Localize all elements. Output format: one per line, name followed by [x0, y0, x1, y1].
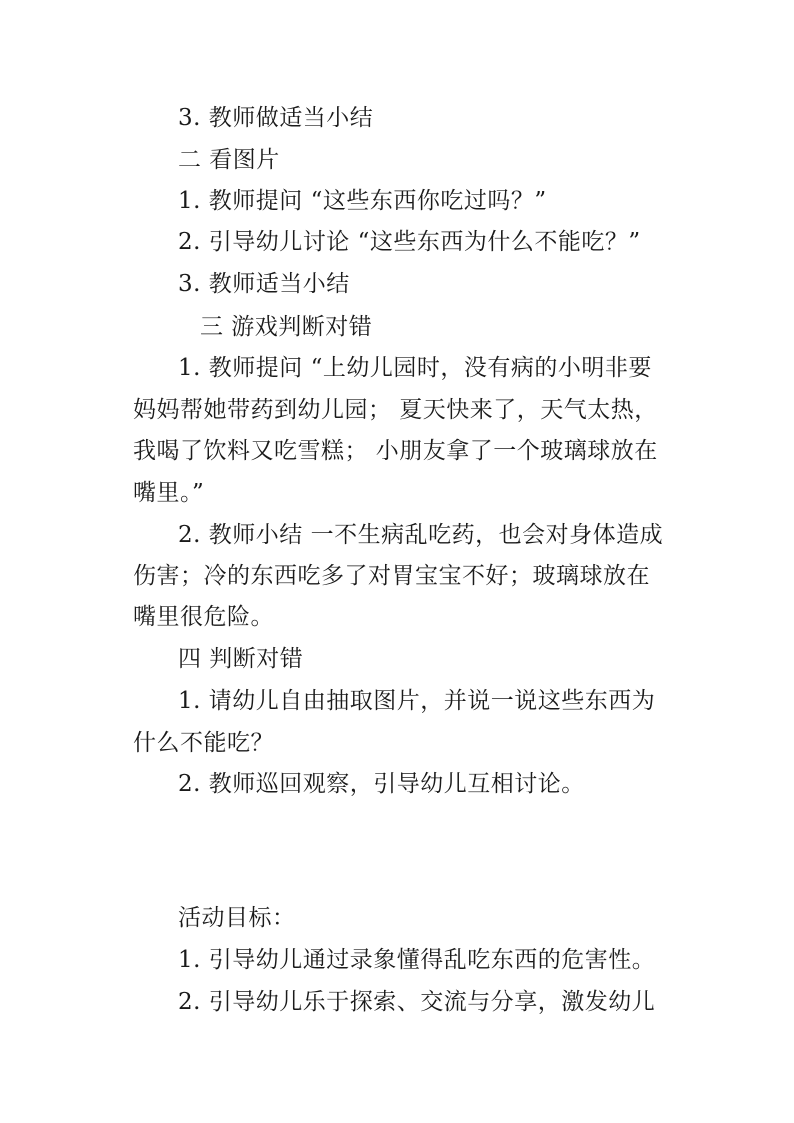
- section-two-item-2: 2. 引导幼儿讨论 “这些东西为什么不能吃？”: [178, 229, 641, 255]
- section-three-item-1-line-2: 妈妈帮她带药到幼儿园； 夏天快来了，天气太热，: [133, 397, 658, 423]
- activity-goals-item-1: 1. 引导幼儿通过录象懂得乱吃东西的危害性。: [178, 947, 656, 973]
- section-two-item-1: 1. 教师提问 “这些东西你吃过吗？”: [178, 188, 547, 214]
- section-three-item-2-line-2: 伤害；冷的东西吃多了对胃宝宝不好；玻璃球放在: [133, 563, 650, 589]
- section-three-heading: 三 游戏判断对错: [200, 314, 373, 340]
- section-three-item-1-line-4: 嘴里。”: [133, 480, 205, 506]
- section-four-item-1-line-2: 什么不能吃？: [133, 730, 274, 756]
- section-four-heading: 四 判断对错: [178, 646, 304, 672]
- section-four-item-2: 2. 教师巡回观察，引导幼儿互相讨论。: [178, 771, 585, 797]
- activity-goals-heading: 活动目标：: [178, 905, 296, 931]
- section-two-item-3: 3. 教师适当小结: [178, 271, 350, 297]
- section-two-heading: 二 看图片: [178, 147, 280, 173]
- section-three-item-1-line-3: 我喝了饮料又吃雪糕； 小朋友拿了一个玻璃球放在: [133, 438, 658, 464]
- section-four-item-1-line-1: 1. 请幼儿自由抽取图片，并说一说这些东西为: [178, 688, 656, 714]
- section-one-item-3: 3. 教师做适当小结: [178, 105, 374, 131]
- activity-goals-item-2: 2. 引导幼儿乐于探索、交流与分享，激发幼儿: [178, 989, 656, 1015]
- section-three-item-1-line-1: 1. 教师提问 “上幼儿园时，没有病的小明非要: [178, 355, 652, 381]
- section-three-item-2-line-1: 2. 教师小结 一不生病乱吃药，也会对身体造成: [178, 522, 664, 548]
- section-three-item-2-line-3: 嘴里很危险。: [133, 604, 274, 630]
